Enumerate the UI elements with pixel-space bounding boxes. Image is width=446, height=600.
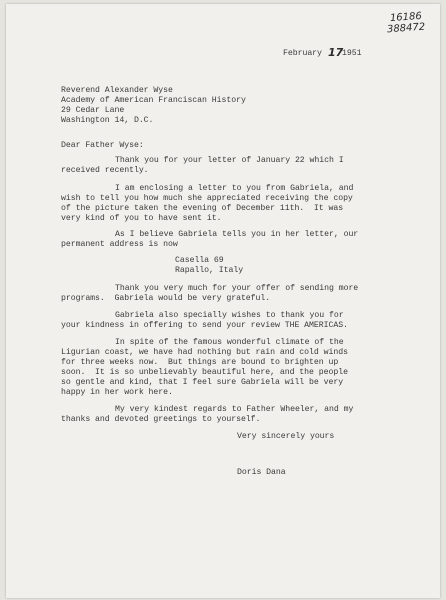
paragraph-line: As I believe Gabriela tells you in her letter, our bbox=[115, 230, 359, 239]
paragraph-line: your kindness in offering to send your review THE AMERICAS. bbox=[61, 321, 348, 330]
paragraph-line: Thank you very much for your offer of sending more bbox=[115, 284, 359, 293]
paragraph-line: soon. It is so unbelievably beautiful here, and the people bbox=[61, 368, 348, 377]
date-year: 1951 bbox=[342, 49, 362, 58]
date-month: February bbox=[283, 49, 322, 58]
paragraph-line: programs. Gabriela would be very grateful. bbox=[61, 294, 271, 303]
recipient-organization: Academy of American Franciscan History bbox=[61, 96, 246, 105]
closing: Very sincerely yours bbox=[237, 432, 335, 441]
paragraph-line: permanent address is now bbox=[61, 240, 178, 249]
paragraph-line: of the picture taken the evening of December 11th. It was bbox=[61, 204, 344, 213]
paragraph-line: In spite of the famous wonderful climate of the bbox=[115, 338, 344, 347]
paragraph-line: received recently. bbox=[61, 166, 149, 175]
paragraph-line: very kind of you to have sent it. bbox=[61, 214, 222, 223]
address-line: Casella 69 bbox=[175, 256, 224, 265]
paragraph-line: Ligurian coast, we have had nothing but rain and cold winds bbox=[61, 348, 348, 357]
paragraph-line: so gentle and kind, that I feel sure Gabriela will be very bbox=[61, 378, 344, 387]
paragraph-line: for three weeks now. But things are bound to brighten up bbox=[61, 358, 339, 367]
paragraph-line: My very kindest regards to Father Wheeler, and my bbox=[115, 405, 354, 414]
salutation: Dear Father Wyse: bbox=[61, 141, 144, 150]
recipient-name: Reverend Alexander Wyse bbox=[61, 86, 173, 95]
archive-reference-number-secondary: 388472 bbox=[386, 21, 426, 36]
paragraph-line: happy in her work here. bbox=[61, 388, 173, 397]
recipient-street: 29 Cedar Lane bbox=[61, 106, 125, 115]
date-day-handwritten: 17 bbox=[328, 46, 344, 59]
letter-page bbox=[6, 4, 440, 598]
paragraph-line: Gabriela also specially wishes to thank you for bbox=[115, 311, 344, 320]
paragraph-line: Thank you for your letter of January 22 which I bbox=[115, 156, 344, 165]
signature-name: Doris Dana bbox=[237, 468, 286, 477]
archive-reference-number: 16186 bbox=[389, 10, 423, 25]
paragraph-line: wish to tell you how much she appreciated receiving the copy bbox=[61, 194, 353, 203]
address-line: Rapallo, Italy bbox=[175, 266, 244, 275]
paragraph-line: thanks and devoted greetings to yourself. bbox=[61, 415, 261, 424]
recipient-city: Washington 14, D.C. bbox=[61, 116, 154, 125]
paragraph-line: I am enclosing a letter to you from Gabriela, and bbox=[115, 184, 354, 193]
